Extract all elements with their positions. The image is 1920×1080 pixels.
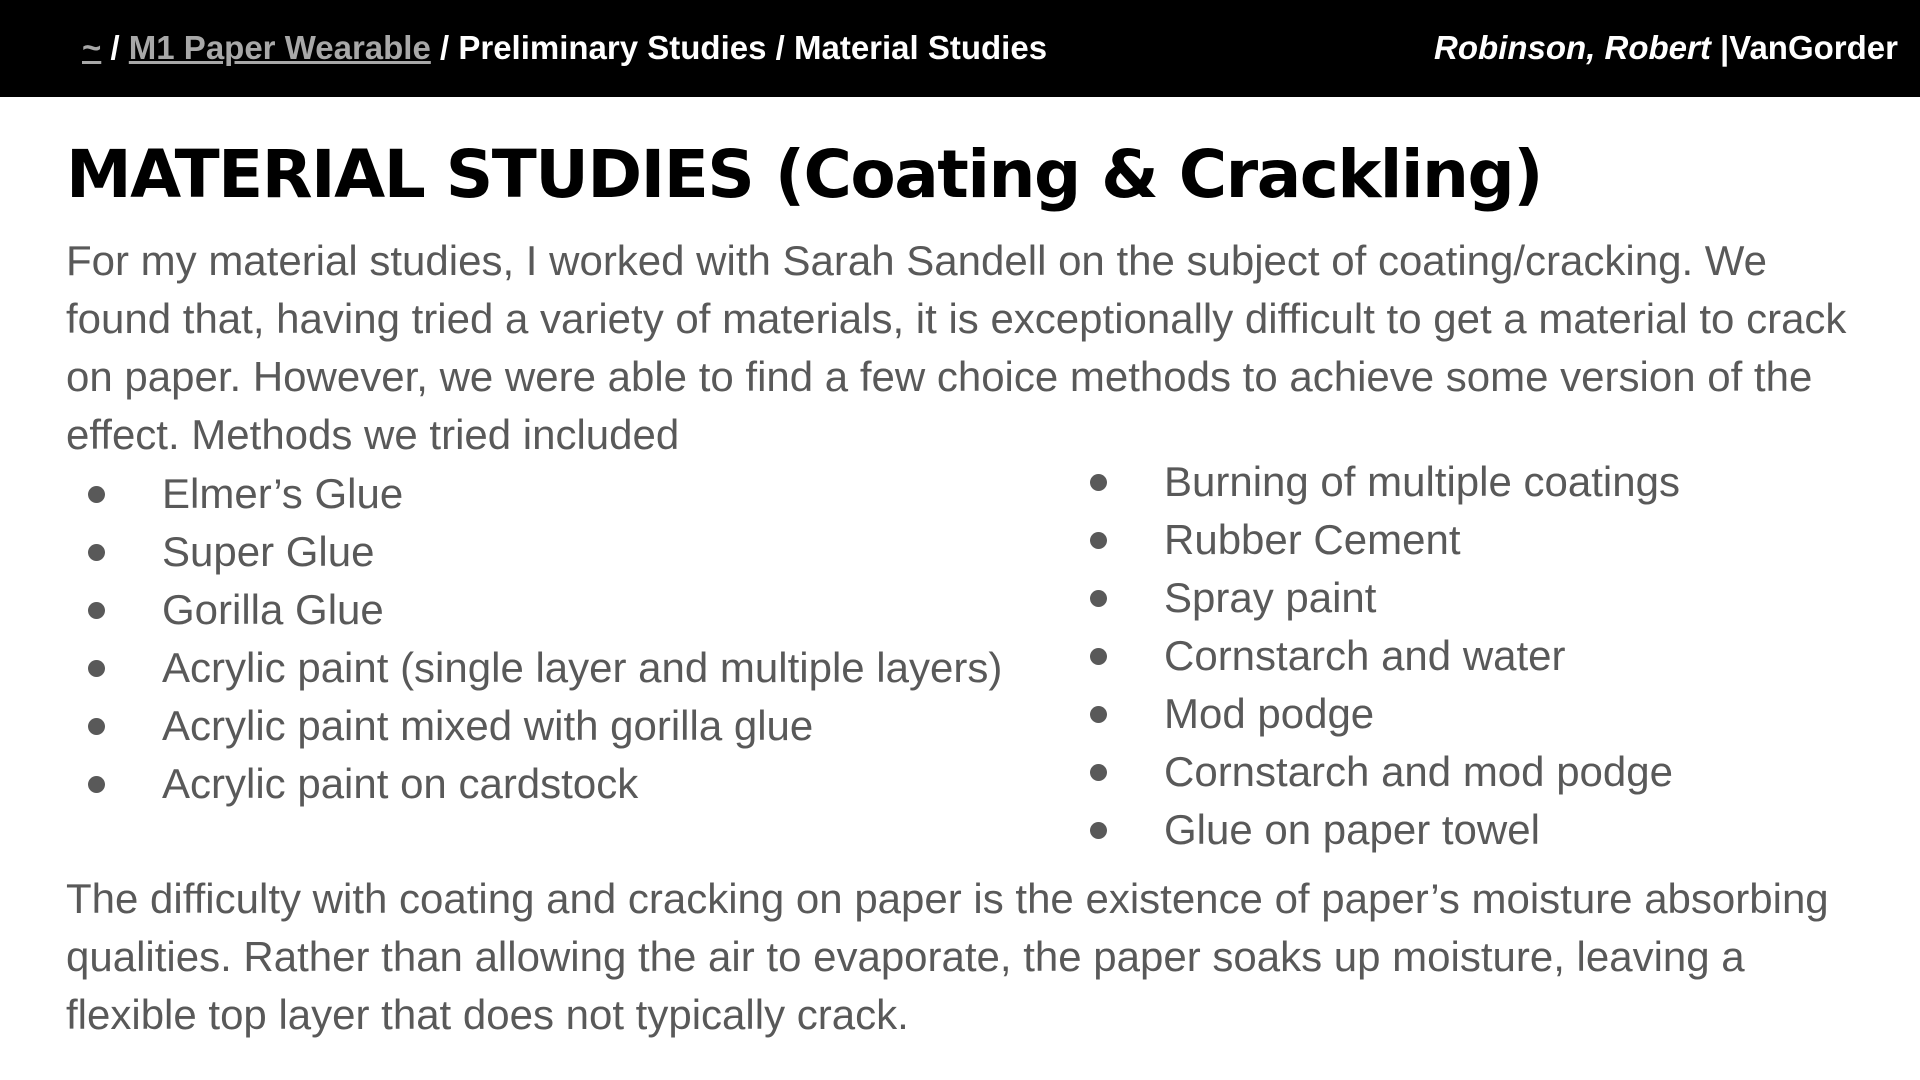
bullet-icon [1090,648,1107,665]
author-divider: | [1720,29,1730,66]
bullet-icon [1090,532,1107,549]
methods-list-right [1090,453,1680,859]
list-item [1090,453,1680,511]
list-item-label: Acrylic paint mixed with gorilla glue [162,702,814,749]
breadcrumb-home-link[interactable]: ~ [82,29,102,66]
list-item-label: Rubber Cement [1164,516,1461,563]
list-item-label: Burning of multiple coatings [1164,458,1680,505]
breadcrumb-project-link[interactable]: M1 Paper Wearable [128,29,431,66]
bullet-icon [1090,822,1107,839]
breadcrumb-current-page: Material Studies [793,29,1048,66]
bullet-icon [1090,706,1107,723]
list-item-label: Acrylic paint on cardstock [162,760,639,807]
list-item [88,581,1002,639]
intro-paragraph: For my material studies, I worked with Sarah Sandell on the subject of coating/cracking. We found that, having tried a variety of materials, it is exceptionally difficult to get a material to crack on paper. However, we were able to find a few choice methods to achieve some version of the effect. Methods we tried included [66,237,1847,458]
bullet-icon [1090,474,1107,491]
author-primary: Robinson, Robert [1434,29,1711,66]
list-item [88,639,1002,697]
list-item [88,755,1002,813]
list-item-label: Acrylic paint (single layer and multiple layers) [162,644,1003,691]
list-item-label: Super Glue [162,528,375,575]
list-item [1090,627,1680,685]
list-item-label: Cornstarch and water [1164,632,1566,679]
header-bar [0,0,1920,97]
list-item [1090,743,1680,801]
bullet-icon [88,486,105,503]
list-item [1090,569,1680,627]
methods-list-left [88,465,1002,813]
bullet-icon [88,718,105,735]
list-item-label: Glue on paper towel [1164,806,1540,853]
list-item [1090,685,1680,743]
bullet-icon [88,776,105,793]
author-credits [1434,28,1898,68]
list-item-label: Spray paint [1164,574,1377,621]
page-title: MATERIAL STUDIES (Coating & Crackling) [66,136,1542,213]
list-item-label: Cornstarch and mod podge [1164,748,1673,795]
list-item-label: Elmer’s Glue [162,470,404,517]
list-item [88,523,1002,581]
breadcrumb [82,28,1047,68]
list-item [1090,511,1680,569]
breadcrumb-section: Preliminary Studies [458,29,767,66]
author-secondary: VanGorder [1729,29,1898,66]
list-item [1090,801,1680,859]
bullet-icon [88,544,105,561]
breadcrumb-separator: / [110,29,120,66]
list-item-label: Gorilla Glue [162,586,384,633]
bullet-icon [88,602,105,619]
closing-paragraph: The difficulty with coating and cracking on paper is the existence of paper’s moisture absorbing qualities. Rather than allowing the air to evaporate, the paper soaks up moisture, leaving a flexible top layer that does not typically crack. [66,875,1829,1038]
list-item [88,697,1002,755]
list-item [88,465,1002,523]
bullet-icon [1090,764,1107,781]
bullet-icon [1090,590,1107,607]
breadcrumb-separator: / [440,29,450,66]
breadcrumb-separator: / [775,29,785,66]
list-item-label: Mod podge [1164,690,1375,737]
bullet-icon [88,660,105,677]
